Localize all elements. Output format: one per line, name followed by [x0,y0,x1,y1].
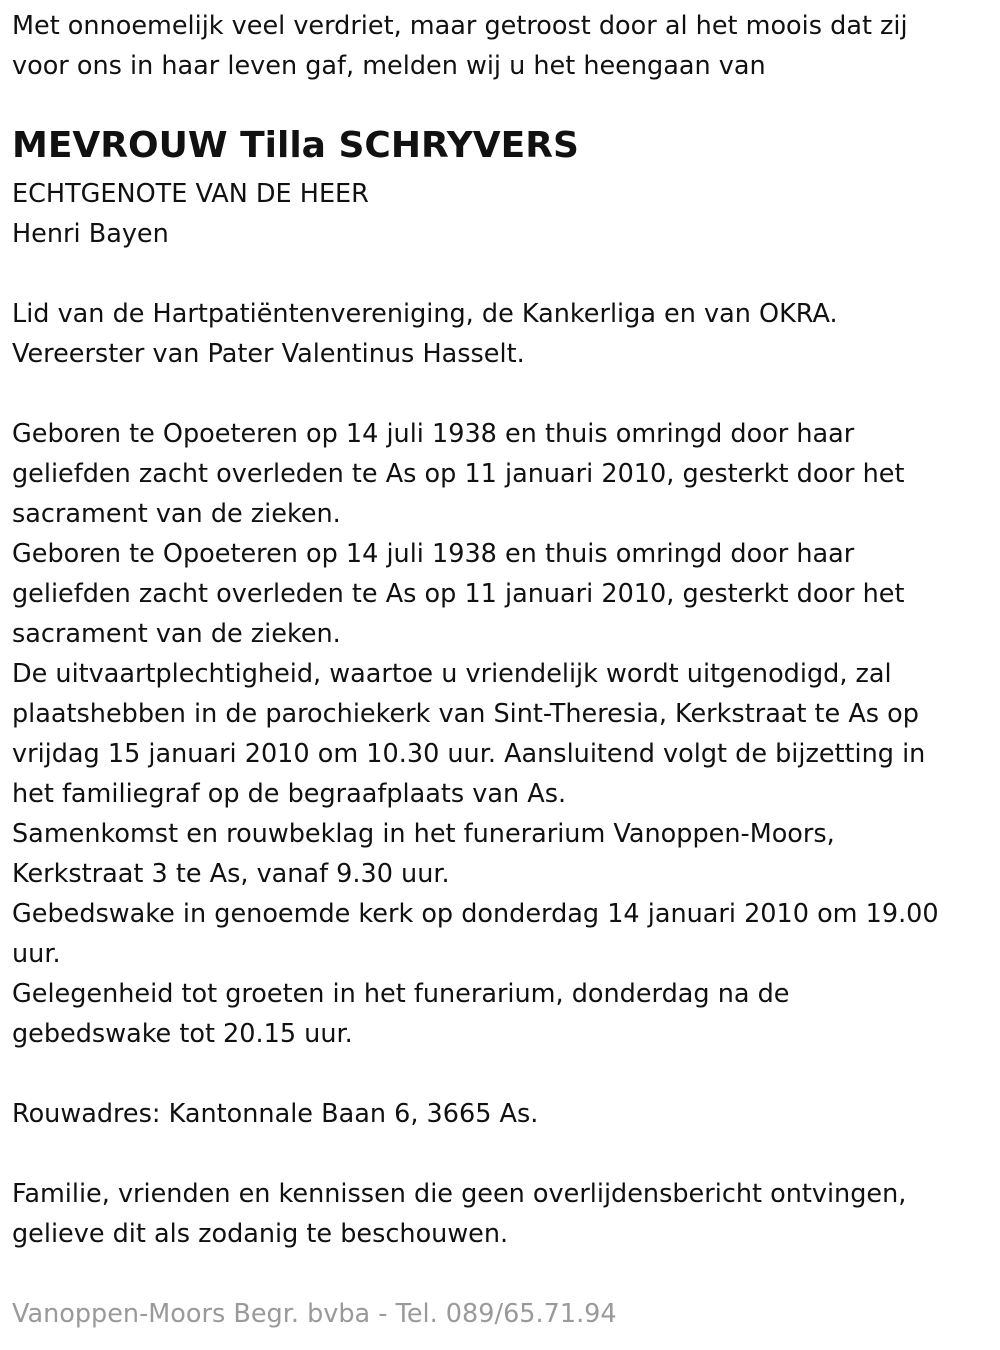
intro-line: Met onnoemelijk veel verdriet, maar getroost door al het moois dat zij [12,11,908,41]
membership-line: Vereerster van Pater Valentinus Hasselt. [12,339,525,369]
closing-line: Familie, vrienden en kennissen die geen overlijdensbericht ontvingen, [12,1179,907,1209]
spouse-title: ECHTGENOTE VAN DE HEER [12,179,369,209]
details-line: geliefden zacht overleden te As op 11 januari 2010, gesterkt door het [12,579,905,609]
details-line: gebedswake tot 20.15 uur. [12,1019,353,1049]
details-line: geliefden zacht overleden te As op 11 januari 2010, gesterkt door het [12,459,905,489]
membership-line: Lid van de Hartpatiëntenvereniging, de Kankerliga en van OKRA. [12,299,838,329]
details-line: Kerkstraat 3 te As, vanaf 9.30 uur. [12,859,450,889]
details-line: het familiegraf op de begraafplaats van As. [12,779,567,809]
details-line: Geboren te Opoeteren op 14 juli 1938 en thuis omringd door haar [12,419,855,449]
details-line: sacrament van de zieken. [12,499,341,529]
details-line: sacrament van de zieken. [12,619,341,649]
details-line: Gelegenheid tot groeten in het funerarium, donderdag na de [12,979,790,1009]
spouse-name: Henri Bayen [12,219,169,249]
details-line: vrijdag 15 januari 2010 om 10.30 uur. Aansluitend volgt de bijzetting in [12,739,926,769]
funeral-home-footer: Vanoppen-Moors Begr. bvba - Tel. 089/65.71.94 [12,1299,617,1329]
intro-line: voor ons in haar leven gaf, melden wij u het heengaan van [12,51,766,81]
details-line: plaatshebben in de parochiekerk van Sint-Theresia, Kerkstraat te As op [12,699,919,729]
deceased-name: MEVROUW Tilla SCHRYVERS [12,125,579,166]
details-line: Gebedswake in genoemde kerk op donderdag 14 januari 2010 om 19.00 [12,899,939,929]
details-line: Samenkomst en rouwbeklag in het funerarium Vanoppen-Moors, [12,819,835,849]
details-line: De uitvaartplechtigheid, waartoe u vriendelijk wordt uitgenodigd, zal [12,659,892,689]
closing-line: gelieve dit als zodanig te beschouwen. [12,1219,509,1249]
details-line: uur. [12,939,61,969]
mourning-address: Rouwadres: Kantonnale Baan 6, 3665 As. [12,1099,539,1129]
details-line: Geboren te Opoeteren op 14 juli 1938 en thuis omringd door haar [12,539,855,569]
